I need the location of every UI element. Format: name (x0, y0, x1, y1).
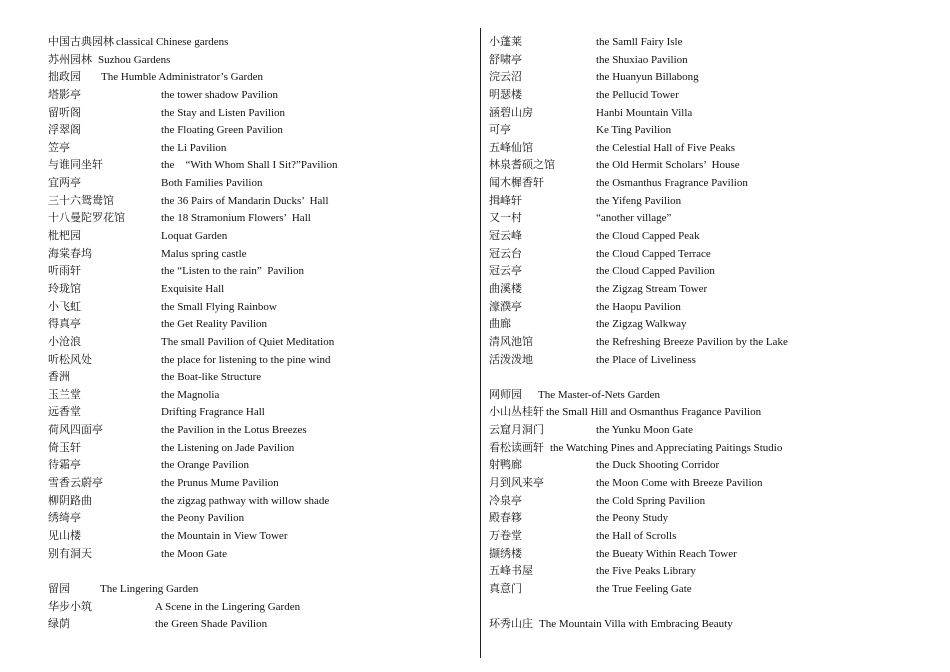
intro-row (48, 52, 473, 70)
term-en: Both Families Pavilion (161, 177, 263, 190)
glossary-row (489, 122, 929, 140)
term-cn: 曲溪楼 (489, 282, 522, 295)
term-en: the Celestial Hall of Five Peaks (596, 141, 735, 154)
term-en: the Floating Green Pavilion (161, 124, 283, 137)
glossary-row (489, 422, 929, 440)
term-en: the Small Hill and Osmanthus Fragance Pavilion (546, 406, 762, 419)
term-cn: 闻木樨香轩 (489, 177, 544, 190)
glossary-row (48, 228, 473, 246)
term-en: the Moon Come with Breeze Pavilion (596, 477, 763, 490)
glossary-row (48, 299, 473, 317)
term-cn: 待霜亭 (48, 459, 81, 472)
term-en: the Watching Pines and Appreciating Paitings Studio (550, 441, 783, 454)
glossary-row (489, 281, 929, 299)
term-en: the Peony Study (596, 512, 669, 525)
term-cn: 可亭 (489, 124, 511, 137)
glossary-row (48, 440, 473, 458)
section-header-embracing (489, 616, 929, 634)
term-en: Ke Ting Pavilion (596, 124, 672, 137)
glossary-row (489, 157, 929, 175)
term-cn: 真意门 (489, 582, 522, 595)
term-en: the Get Reality Pavilion (161, 318, 268, 331)
term-en: the 36 Pairs of Mandarin Ducks’ Hall (161, 194, 329, 207)
term-cn: 小山丛桂轩 (489, 406, 544, 419)
term-cn: 绿荫 (48, 618, 70, 631)
glossary-row-inline (489, 440, 929, 458)
glossary-row (489, 69, 929, 87)
term-cn: 云窟月洞门 (489, 424, 544, 437)
glossary-row (489, 546, 929, 564)
term-en: the Huanyun Billabong (596, 71, 699, 84)
term-cn: 浮翠阁 (48, 124, 81, 137)
term-cn: 活泼泼地 (489, 353, 533, 366)
term-en: the Place of Liveliness (596, 353, 696, 366)
term-en: the Prunus Mume Pavilion (161, 477, 279, 490)
term-en: the Cloud Capped Peak (596, 230, 700, 243)
term-en: Hanbi Mountain Villa (596, 106, 693, 119)
glossary-row (489, 493, 929, 511)
term-cn: 玉兰堂 (48, 388, 81, 401)
term-cn: 看松读画轩 (489, 441, 544, 454)
term-cn: 小飞虹 (48, 300, 81, 313)
term-en: the Cloud Capped Terrace (596, 247, 711, 260)
glossary-row (489, 510, 929, 528)
term-cn: 万卷堂 (489, 529, 522, 542)
right-column (489, 34, 929, 634)
term-cn: 与谁同坐轩 (48, 159, 103, 172)
term-cn: 小蓬莱 (489, 36, 522, 48)
glossary-row (48, 546, 473, 564)
glossary-row (48, 140, 473, 158)
section-header-lingering (48, 581, 473, 599)
section-cn: 拙政园 (48, 71, 81, 84)
term-cn: 揖峰轩 (489, 194, 522, 207)
term-en: Malus spring castle (161, 247, 247, 260)
term-en: the Orange Pavilion (161, 459, 249, 472)
term-cn: 中国古典园林 (48, 36, 114, 48)
section-cn: 留园 (48, 582, 70, 595)
term-en: the Shuxiao Pavilion (596, 53, 688, 66)
term-cn: 见山楼 (48, 529, 81, 542)
term-en: Suzhou Gardens (98, 53, 171, 66)
term-en: the zigzag pathway with willow shade (161, 494, 330, 507)
glossary-row (489, 228, 929, 246)
term-cn: 苏州园林 (48, 53, 92, 66)
glossary-row (489, 34, 929, 52)
term-cn: 冠云亭 (489, 265, 522, 278)
term-en: the Stay and Listen Pavilion (161, 106, 286, 119)
glossary-row (48, 263, 473, 281)
glossary-row (48, 387, 473, 405)
glossary-row (48, 457, 473, 475)
term-en: classical Chinese gardens (116, 36, 229, 48)
glossary-row (489, 299, 929, 317)
term-en: the Old Hermit Scholars’ House (596, 159, 740, 172)
term-en: the Peony Pavilion (161, 512, 245, 525)
term-cn: 枇杷园 (48, 230, 81, 243)
term-en: the Pavilion in the Lotus Breezes (161, 424, 307, 437)
glossary-row (48, 175, 473, 193)
glossary-row (489, 334, 929, 352)
term-cn: 玲珑馆 (48, 282, 81, 295)
section-header-nets (489, 387, 929, 405)
term-en: the Zigzag Stream Tower (596, 282, 708, 295)
term-en: the Li Pavilion (161, 141, 227, 154)
term-cn: 绣绮亭 (48, 512, 81, 525)
term-cn: 冷泉亭 (489, 494, 522, 507)
term-en: the Hall of Scrolls (596, 529, 677, 542)
term-cn: 远香堂 (48, 406, 81, 419)
term-cn: 五峰书屋 (489, 565, 533, 578)
glossary-row (489, 210, 929, 228)
section-cn: 环秀山庄 (489, 618, 533, 631)
glossary-row (489, 457, 929, 475)
glossary-row (48, 246, 473, 264)
glossary-row (489, 193, 929, 211)
term-cn: 留听阁 (48, 106, 81, 119)
intro-row (48, 34, 473, 52)
glossary-row (48, 404, 473, 422)
term-en: the Mountain in View Tower (161, 529, 288, 542)
glossary-row (489, 87, 929, 105)
term-en: the Magnolia (161, 388, 220, 401)
term-cn: 浣云沼 (489, 71, 522, 84)
term-cn: 别有洞天 (48, 547, 92, 560)
term-cn: 月到风来亭 (489, 477, 544, 490)
glossary-row (48, 616, 473, 634)
glossary-row (48, 122, 473, 140)
term-en: the Yunku Moon Gate (596, 424, 694, 437)
term-cn: 听松风处 (48, 353, 92, 366)
glossary-row (48, 352, 473, 370)
glossary-row (48, 369, 473, 387)
term-en: the Haopu Pavilion (596, 300, 681, 313)
left-column (48, 34, 473, 634)
term-en: the Pellucid Tower (596, 88, 679, 101)
glossary-row (48, 528, 473, 546)
term-en: the Refreshing Breeze Pavilion by the Lake (596, 335, 788, 348)
spacer (489, 599, 929, 617)
term-en: the Samll Fairy Isle (596, 36, 683, 48)
term-cn: 香洲 (48, 371, 70, 384)
term-cn: 塔影亭 (48, 88, 81, 101)
term-cn: 曲廊 (489, 318, 511, 331)
glossary-row (48, 334, 473, 352)
spacer (48, 563, 473, 581)
glossary-row (489, 263, 929, 281)
glossary-row (489, 563, 929, 581)
term-en: the Boat-like Structure (161, 371, 262, 384)
term-cn: 林泉耆硕之馆 (489, 159, 555, 172)
term-cn: 海棠春坞 (48, 247, 92, 260)
term-en: Drifting Fragrance Hall (161, 406, 265, 419)
glossary-row (48, 157, 473, 175)
term-en: the Cold Spring Pavilion (596, 494, 706, 507)
term-en: Exquisite Hall (161, 282, 225, 295)
term-cn: 华步小筑 (48, 600, 92, 613)
term-en: the “Listen to the rain” Pavilion (161, 265, 304, 278)
term-cn: 得真亭 (48, 318, 81, 331)
term-en: the Listening on Jade Pavilion (161, 441, 295, 454)
glossary-row (48, 281, 473, 299)
column-divider (480, 28, 481, 658)
term-en: the “With Whom Shall I Sit?”Pavilion (161, 159, 338, 172)
term-cn: 明瑟楼 (489, 88, 522, 101)
term-cn: 十八曼陀罗花馆 (48, 212, 125, 225)
glossary-row (489, 105, 929, 123)
glossary-row (489, 581, 929, 599)
glossary-row (48, 105, 473, 123)
term-en: the Five Peaks Library (596, 565, 696, 578)
term-en: the Yifeng Pavilion (596, 194, 682, 207)
term-en: A Scene in the Lingering Garden (155, 600, 301, 613)
term-cn: 笠亭 (48, 141, 70, 154)
term-en: “another village” (596, 212, 672, 225)
term-cn: 冠云峰 (489, 230, 522, 243)
term-en: the Cloud Capped Pavilion (596, 265, 715, 278)
term-cn: 濠濮亭 (489, 300, 522, 313)
term-cn: 五峰仙馆 (489, 141, 533, 154)
glossary-row (489, 316, 929, 334)
glossary-row (48, 510, 473, 528)
term-en: the Zigzag Walkway (596, 318, 687, 331)
term-cn: 宜两亭 (48, 177, 81, 190)
term-cn: 涵碧山房 (489, 106, 533, 119)
term-en: the Small Flying Rainbow (161, 300, 277, 313)
term-cn: 又一村 (489, 212, 522, 225)
section-en: The Master-of-Nets Garden (538, 388, 660, 401)
glossary-row (48, 316, 473, 334)
term-en: the Moon Gate (161, 547, 227, 560)
term-en: Loquat Garden (161, 230, 228, 243)
term-en: the True Feeling Gate (596, 582, 692, 595)
glossary-row (489, 52, 929, 70)
term-cn: 听雨轩 (48, 265, 81, 278)
glossary-row (48, 193, 473, 211)
section-en: The Lingering Garden (100, 582, 199, 595)
section-header-humble (48, 69, 473, 87)
term-cn: 清风池馆 (489, 335, 533, 348)
section-en: The Humble Administrator’s Garden (101, 71, 264, 84)
term-cn: 射鸭廊 (489, 459, 522, 472)
term-en: the 18 Stramonium Flowers’ Hall (161, 212, 311, 225)
term-cn: 冠云台 (489, 247, 522, 260)
term-cn: 小沧浪 (48, 335, 81, 348)
term-en: the Osmanthus Fragrance Pavilion (596, 177, 748, 190)
term-cn: 雪香云蔚亭 (48, 477, 103, 490)
section-cn: 网师园 (489, 388, 522, 401)
term-en: The small Pavilion of Quiet Meditation (161, 335, 335, 348)
glossary-row (489, 528, 929, 546)
glossary-row (489, 246, 929, 264)
term-en: the Duck Shooting Corridor (596, 459, 720, 472)
term-cn: 撷绣楼 (489, 547, 522, 560)
glossary-row-inline (489, 404, 929, 422)
glossary-row (489, 352, 929, 370)
glossary-row (48, 599, 473, 617)
term-cn: 倚玉轩 (48, 441, 81, 454)
term-en: the place for listening to the pine wind (161, 353, 331, 366)
glossary-row (48, 493, 473, 511)
term-en: the Bueaty Within Reach Tower (596, 547, 737, 560)
glossary-row (489, 140, 929, 158)
term-en: the tower shadow Pavilion (161, 88, 279, 101)
section-en: The Mountain Villa with Embracing Beauty (539, 618, 733, 631)
glossary-row (489, 175, 929, 193)
term-en: the Green Shade Pavilion (155, 618, 268, 631)
glossary-row (48, 422, 473, 440)
spacer (489, 369, 929, 387)
glossary-row (489, 475, 929, 493)
term-cn: 殿春簃 (489, 512, 522, 525)
term-cn: 荷风四面亭 (48, 424, 103, 437)
term-cn: 舒啸亭 (489, 53, 522, 66)
glossary-row (48, 87, 473, 105)
glossary-row (48, 475, 473, 493)
term-cn: 三十六鸳鸯馆 (48, 194, 114, 207)
term-cn: 柳阴路曲 (48, 494, 92, 507)
glossary-row (48, 210, 473, 228)
